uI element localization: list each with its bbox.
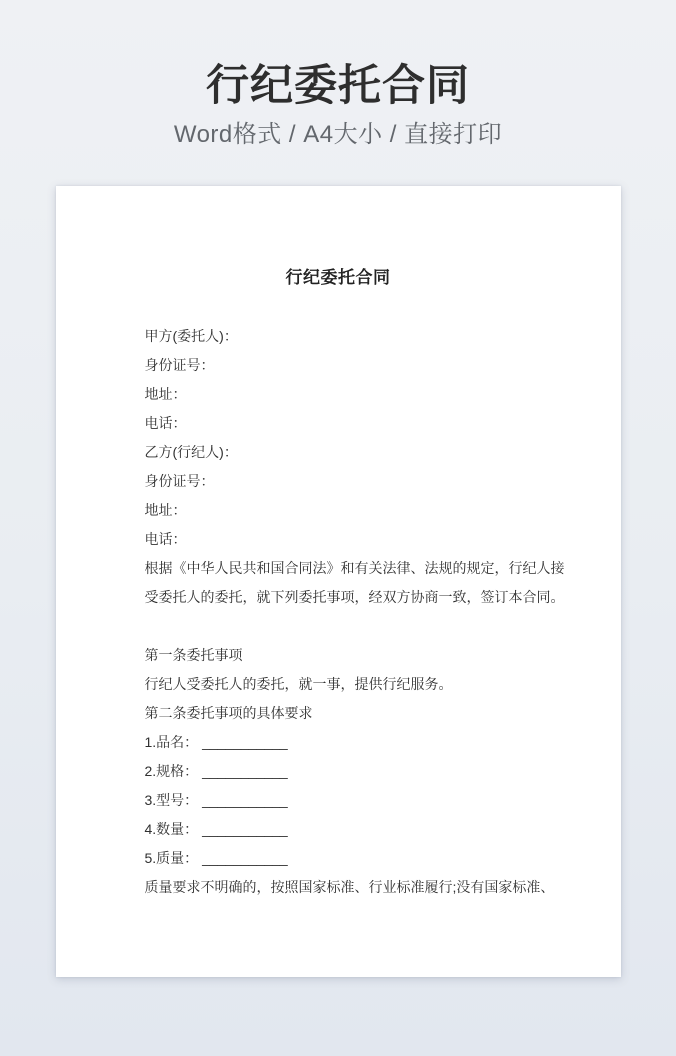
document-line-party-a: 甲方(委托人)： [144,328,238,344]
document-line-article-2-heading: 第二条委托事项的具体要求 [144,705,313,721]
document-line-preamble: 受委托人的委托，就下列委托事项，经双方协商一致，签订本合同。 [144,589,565,605]
document-line-article-1-heading: 第一条委托事项 [144,647,243,663]
document-line-item-name: 1.品名： ___________ [144,734,288,750]
document-line-phone: 电话： [144,531,187,547]
document-line-id-number: 身份证号： [144,473,215,489]
document-line-phone: 电话： [144,415,187,431]
page-subtitle: Word格式 / A4大小 / 直接打印 [173,121,503,148]
document-line-quality-note: 质量要求不明确的，按照国家标准、行业标准履行;没有国家标准、 [144,879,555,895]
document-title: 行纪委托合同 [285,268,391,287]
document-line-item-quantity: 4.数量： ___________ [144,821,288,837]
document-line-address: 地址： [144,386,187,402]
document-line-address: 地址： [144,502,187,518]
document-page [56,186,621,977]
document-line-party-b: 乙方(行纪人)： [144,444,238,460]
document-line-id-number: 身份证号： [144,357,215,373]
hero-header [0,0,676,148]
document-line-preamble: 根据《中华人民共和国合同法》和有关法律、法规的规定，行纪人接 [144,560,565,576]
document-line-article-1-body: 行纪人受委托人的委托，就一事，提供行纪服务。 [144,676,453,692]
document-body [56,322,621,902]
page-title: 行纪委托合同 [206,62,470,110]
document-line-blank [145,612,561,641]
document-line-item-quality: 5.质量： ___________ [144,850,288,866]
document-line-item-model: 3.型号： ___________ [144,792,288,808]
document-line-item-spec: 2.规格： ___________ [144,763,288,779]
